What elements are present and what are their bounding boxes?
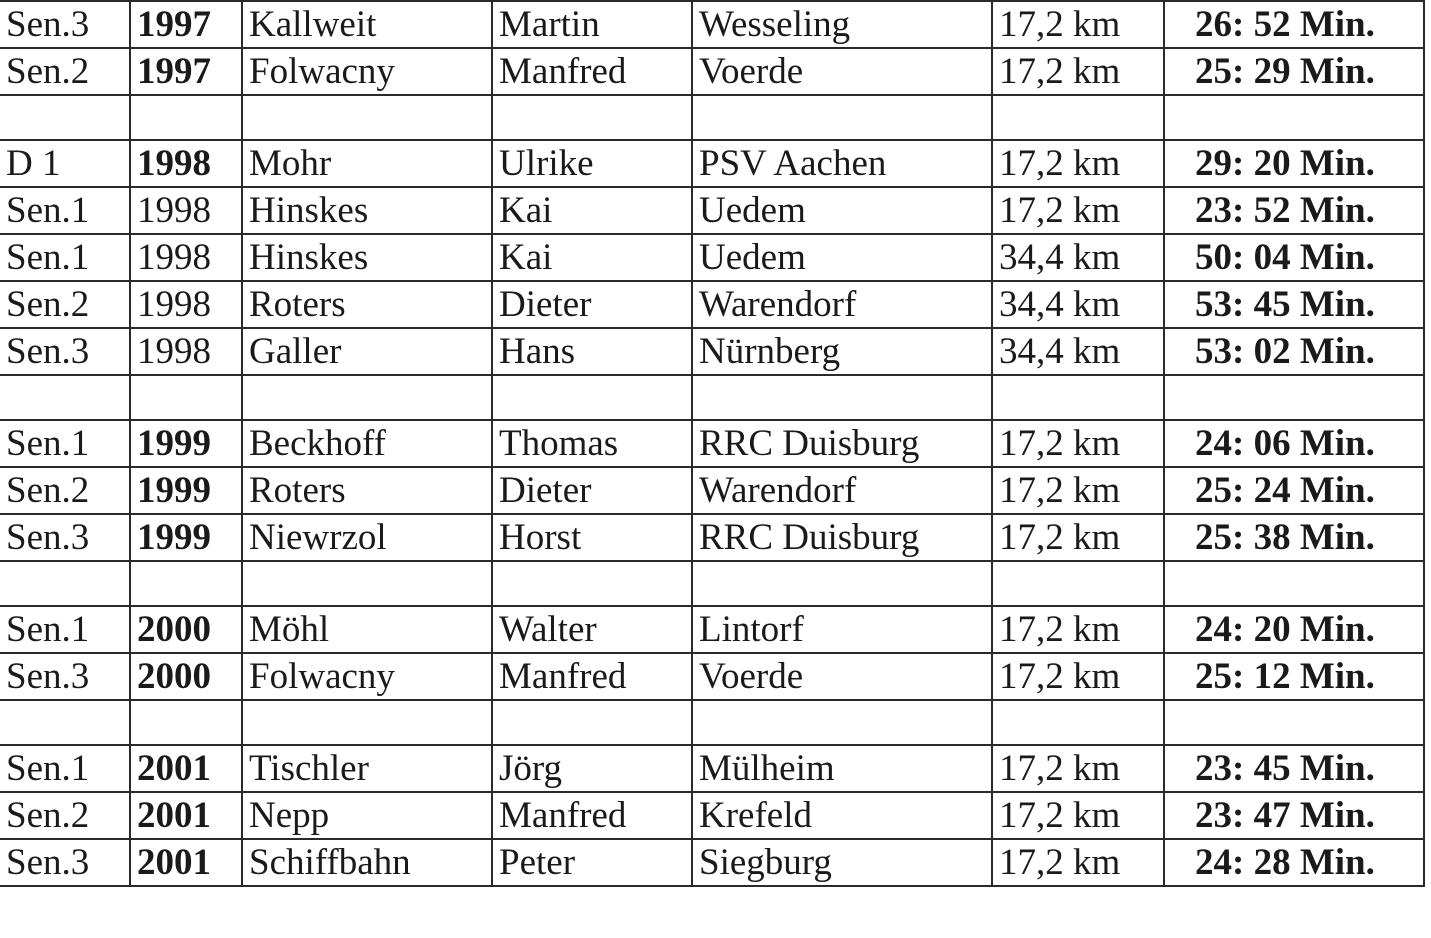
class-cell: Sen.3	[0, 514, 130, 561]
table-row	[0, 653, 1424, 700]
table-row	[0, 48, 1424, 95]
club-cell: RRC Duisburg	[692, 514, 992, 561]
distance-cell: 17,2 km	[992, 514, 1164, 561]
distance-cell: 17,2 km	[992, 653, 1164, 700]
first-name-cell: Jörg	[492, 745, 692, 792]
class-cell: Sen.1	[0, 187, 130, 234]
table-row	[0, 606, 1424, 653]
first-name-cell: Kai	[492, 234, 692, 281]
distance-cell: 34,4 km	[992, 281, 1164, 328]
empty-cell	[1164, 700, 1424, 745]
last-name-cell: Roters	[242, 467, 492, 514]
club-cell: Voerde	[692, 653, 992, 700]
last-name-cell: Folwacny	[242, 653, 492, 700]
year-cell: 1997	[130, 1, 242, 48]
club-cell: Mülheim	[692, 745, 992, 792]
empty-cell	[242, 95, 492, 140]
distance-cell: 17,2 km	[992, 839, 1164, 886]
last-name-cell: Nepp	[242, 792, 492, 839]
year-cell: 1998	[130, 140, 242, 187]
class-cell: Sen.1	[0, 420, 130, 467]
first-name-cell: Thomas	[492, 420, 692, 467]
first-name-cell: Walter	[492, 606, 692, 653]
empty-cell	[1164, 561, 1424, 606]
empty-cell	[130, 700, 242, 745]
first-name-cell: Horst	[492, 514, 692, 561]
distance-cell: 34,4 km	[992, 328, 1164, 375]
last-name-cell: Roters	[242, 281, 492, 328]
spacer-row	[0, 561, 1424, 606]
empty-cell	[692, 561, 992, 606]
distance-cell: 17,2 km	[992, 467, 1164, 514]
results-table-body	[0, 1, 1424, 886]
year-cell: 1997	[130, 48, 242, 95]
club-cell: Lintorf	[692, 606, 992, 653]
club-cell: Nürnberg	[692, 328, 992, 375]
class-cell: Sen.2	[0, 281, 130, 328]
year-cell: 1998	[130, 328, 242, 375]
club-cell: Uedem	[692, 187, 992, 234]
spacer-row	[0, 700, 1424, 745]
club-cell: RRC Duisburg	[692, 420, 992, 467]
last-name-cell: Möhl	[242, 606, 492, 653]
year-cell: 1999	[130, 514, 242, 561]
year-cell: 2001	[130, 839, 242, 886]
table-row	[0, 839, 1424, 886]
time-cell: 25: 12 Min.	[1164, 653, 1424, 700]
first-name-cell: Peter	[492, 839, 692, 886]
year-cell: 2000	[130, 653, 242, 700]
time-cell: 23: 47 Min.	[1164, 792, 1424, 839]
time-cell: 24: 06 Min.	[1164, 420, 1424, 467]
distance-cell: 34,4 km	[992, 234, 1164, 281]
distance-cell: 17,2 km	[992, 1, 1164, 48]
class-cell: Sen.1	[0, 745, 130, 792]
last-name-cell: Folwacny	[242, 48, 492, 95]
class-cell: Sen.3	[0, 839, 130, 886]
empty-cell	[0, 95, 130, 140]
table-row	[0, 1, 1424, 48]
first-name-cell: Manfred	[492, 653, 692, 700]
time-cell: 25: 38 Min.	[1164, 514, 1424, 561]
empty-cell	[992, 95, 1164, 140]
first-name-cell: Manfred	[492, 792, 692, 839]
class-cell: Sen.3	[0, 328, 130, 375]
last-name-cell: Mohr	[242, 140, 492, 187]
distance-cell: 17,2 km	[992, 420, 1164, 467]
class-cell: Sen.3	[0, 653, 130, 700]
distance-cell: 17,2 km	[992, 792, 1164, 839]
table-row	[0, 140, 1424, 187]
empty-cell	[992, 375, 1164, 420]
table-row	[0, 281, 1424, 328]
class-cell: Sen.2	[0, 48, 130, 95]
empty-cell	[492, 375, 692, 420]
time-cell: 23: 52 Min.	[1164, 187, 1424, 234]
table-row	[0, 514, 1424, 561]
table-row	[0, 420, 1424, 467]
last-name-cell: Tischler	[242, 745, 492, 792]
empty-cell	[0, 375, 130, 420]
club-cell: PSV Aachen	[692, 140, 992, 187]
empty-cell	[242, 375, 492, 420]
club-cell: Siegburg	[692, 839, 992, 886]
distance-cell: 17,2 km	[992, 606, 1164, 653]
table-row	[0, 187, 1424, 234]
time-cell: 25: 24 Min.	[1164, 467, 1424, 514]
year-cell: 1999	[130, 420, 242, 467]
first-name-cell: Dieter	[492, 281, 692, 328]
class-cell: Sen.1	[0, 234, 130, 281]
year-cell: 1999	[130, 467, 242, 514]
last-name-cell: Galler	[242, 328, 492, 375]
table-row	[0, 234, 1424, 281]
year-cell: 1998	[130, 234, 242, 281]
empty-cell	[492, 700, 692, 745]
empty-cell	[692, 375, 992, 420]
empty-cell	[1164, 375, 1424, 420]
empty-cell	[992, 561, 1164, 606]
club-cell: Krefeld	[692, 792, 992, 839]
empty-cell	[0, 700, 130, 745]
table-row	[0, 745, 1424, 792]
club-cell: Warendorf	[692, 467, 992, 514]
last-name-cell: Niewrzol	[242, 514, 492, 561]
empty-cell	[130, 561, 242, 606]
time-cell: 29: 20 Min.	[1164, 140, 1424, 187]
distance-cell: 17,2 km	[992, 48, 1164, 95]
empty-cell	[692, 95, 992, 140]
table-row	[0, 792, 1424, 839]
year-cell: 2001	[130, 792, 242, 839]
year-cell: 2000	[130, 606, 242, 653]
last-name-cell: Beckhoff	[242, 420, 492, 467]
first-name-cell: Manfred	[492, 48, 692, 95]
time-cell: 50: 04 Min.	[1164, 234, 1424, 281]
first-name-cell: Kai	[492, 187, 692, 234]
distance-cell: 17,2 km	[992, 187, 1164, 234]
empty-cell	[242, 700, 492, 745]
last-name-cell: Kallweit	[242, 1, 492, 48]
spacer-row	[0, 375, 1424, 420]
time-cell: 25: 29 Min.	[1164, 48, 1424, 95]
year-cell: 1998	[130, 187, 242, 234]
empty-cell	[0, 561, 130, 606]
last-name-cell: Schiffbahn	[242, 839, 492, 886]
time-cell: 24: 28 Min.	[1164, 839, 1424, 886]
club-cell: Voerde	[692, 48, 992, 95]
year-cell: 1998	[130, 281, 242, 328]
table-row	[0, 328, 1424, 375]
spacer-row	[0, 95, 1424, 140]
first-name-cell: Hans	[492, 328, 692, 375]
empty-cell	[492, 95, 692, 140]
time-cell: 24: 20 Min.	[1164, 606, 1424, 653]
empty-cell	[1164, 95, 1424, 140]
last-name-cell: Hinskes	[242, 187, 492, 234]
class-cell: Sen.2	[0, 792, 130, 839]
year-cell: 2001	[130, 745, 242, 792]
time-cell: 53: 45 Min.	[1164, 281, 1424, 328]
class-cell: Sen.1	[0, 606, 130, 653]
class-cell: Sen.2	[0, 467, 130, 514]
club-cell: Warendorf	[692, 281, 992, 328]
time-cell: 53: 02 Min.	[1164, 328, 1424, 375]
class-cell: Sen.3	[0, 1, 130, 48]
empty-cell	[492, 561, 692, 606]
time-cell: 26: 52 Min.	[1164, 1, 1424, 48]
empty-cell	[130, 95, 242, 140]
first-name-cell: Dieter	[492, 467, 692, 514]
club-cell: Wesseling	[692, 1, 992, 48]
last-name-cell: Hinskes	[242, 234, 492, 281]
table-row	[0, 467, 1424, 514]
time-cell: 23: 45 Min.	[1164, 745, 1424, 792]
empty-cell	[992, 700, 1164, 745]
distance-cell: 17,2 km	[992, 745, 1164, 792]
first-name-cell: Ulrike	[492, 140, 692, 187]
first-name-cell: Martin	[492, 1, 692, 48]
club-cell: Uedem	[692, 234, 992, 281]
empty-cell	[692, 700, 992, 745]
distance-cell: 17,2 km	[992, 140, 1164, 187]
empty-cell	[242, 561, 492, 606]
class-cell: D 1	[0, 140, 130, 187]
empty-cell	[130, 375, 242, 420]
